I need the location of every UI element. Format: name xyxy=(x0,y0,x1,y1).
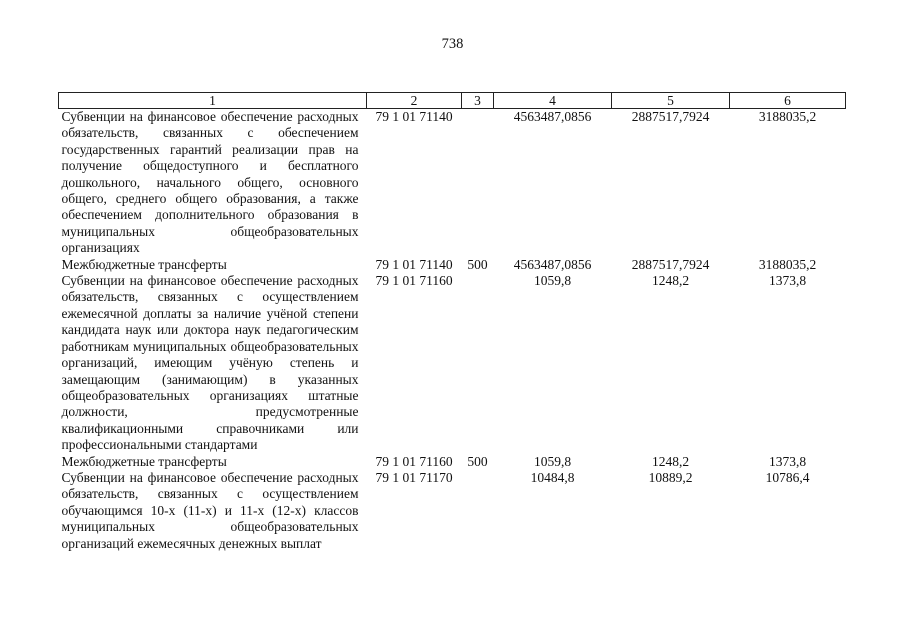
row-value-3: 1373,8 xyxy=(768,453,807,469)
row-value-2: 2887517,7924 xyxy=(631,109,710,124)
row-value-3: 3188035,2 xyxy=(758,256,817,272)
table-header xyxy=(59,93,846,109)
row-value-3: 1373,8 xyxy=(768,273,807,289)
header-col-5: 5 xyxy=(612,93,730,109)
header-col-3: 3 xyxy=(462,93,494,109)
row-value-2: 1248,2 xyxy=(651,453,690,469)
row-name: Субвенции на финансовое обеспечение расходных обязательств, связанных с осуществлением ежемесячной доплаты за наличие учёной степени кандидата наук или доктора наук педагогическим работникам муниципальных общеобразовательных организаций, имеющим учёную степень и замещающим (занимающим) в указанных общеобразовательных организациях штатные должности, предусмотренные квалификационными справочниками или профессиональными стандартами xyxy=(61,273,359,453)
header-col-1: 1 xyxy=(59,93,367,109)
row-name: Субвенции на финансовое обеспечение расходных обязательств, связанных с осуществлением обучающимся 10-х (11-х) и 11-х (12-х) классов муниципальных общеобразовательных организаций ежемесячных денежных выплат xyxy=(61,469,359,551)
row-value-1: 4563487,0856 xyxy=(513,256,592,272)
table-row xyxy=(59,109,846,257)
row-value-1: 1059,8 xyxy=(533,273,572,289)
row-value-2: 1248,2 xyxy=(651,273,690,289)
row-name: Субвенции на финансовое обеспечение расходных обязательств, связанных с обеспечением государственных гарантий реализации прав на получение общедоступного и бесплатного дошкольного, начального общего, основного общего, среднего общего образования, а также обеспечением дополнительного образования в муниципальных общеобразовательных организациях xyxy=(61,109,359,256)
row-type xyxy=(462,470,494,552)
row-value-2: 10889,2 xyxy=(648,469,693,485)
header-col-6: 6 xyxy=(730,93,846,109)
table-row xyxy=(59,273,846,453)
row-value-3: 10786,4 xyxy=(765,469,810,485)
table-row xyxy=(59,257,846,273)
row-value-3: 3188035,2 xyxy=(758,109,817,124)
row-value-1: 10484,8 xyxy=(530,469,575,485)
row-value-1: 1059,8 xyxy=(533,453,572,469)
row-code: 79 1 01 71140 xyxy=(375,109,453,124)
row-code: 79 1 01 71140 xyxy=(375,256,453,272)
page-number: 738 xyxy=(441,36,464,52)
header-col-4: 4 xyxy=(494,93,612,109)
row-name: Межбюджетные трансферты xyxy=(61,453,227,469)
row-code: 79 1 01 71160 xyxy=(375,453,453,469)
table-row xyxy=(59,470,846,552)
row-type xyxy=(462,273,494,453)
row-code: 79 1 01 71160 xyxy=(375,273,453,289)
budget-table xyxy=(58,92,846,552)
table-row xyxy=(59,454,846,470)
row-value-1: 4563487,0856 xyxy=(513,109,592,124)
row-type: 500 xyxy=(467,256,488,272)
header-col-2: 2 xyxy=(367,93,462,109)
row-value-2: 2887517,7924 xyxy=(631,256,710,272)
row-type xyxy=(462,109,494,257)
row-code: 79 1 01 71170 xyxy=(375,469,453,485)
row-name: Межбюджетные трансферты xyxy=(61,256,227,272)
row-type: 500 xyxy=(467,453,488,469)
